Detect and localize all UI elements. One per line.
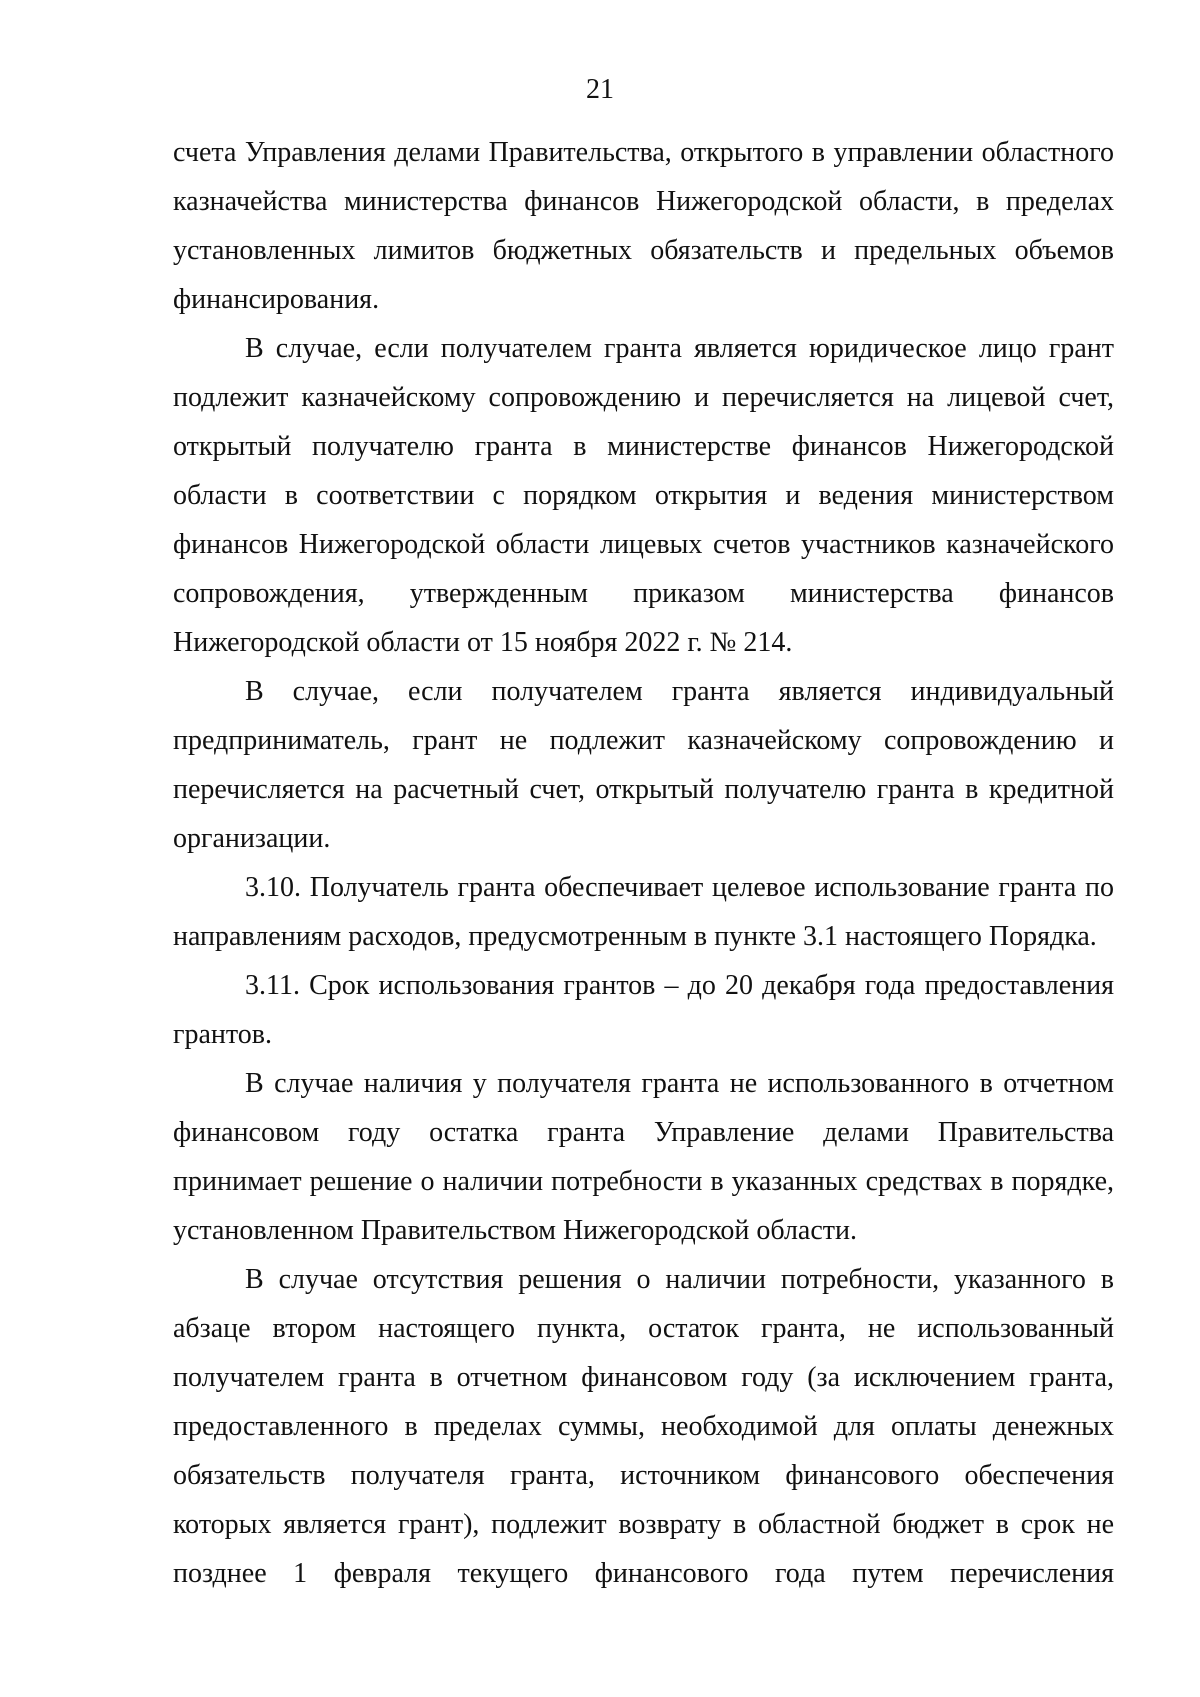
paragraph-clause-3-10: 3.10. Получатель гранта обеспечивает целевое использование гранта по направлениям расходов, предусмотренным в пункте 3.1 настоящего Порядка. — [173, 872, 1114, 952]
paragraph-individual-entrepreneur-grant: В случае, если получателем гранта является индивидуальный предприниматель, грант не подлежит казначейскому сопровождению и перечисляется на расчетный счет, открытый получателю гранта в кредитной организации. — [173, 676, 1114, 854]
page-number: 21 — [586, 74, 614, 105]
paragraph-return-to-budget: В случае отсутствия решения о наличии потребности, указанного в абзаце втором настоящего пункта, остаток гранта, не использованный получателем гранта в отчетном финансовом году (за исключением гранта, предоставленного в пределах суммы, необходимой для оплаты денежных обязательств получателя гранта, источником финансового обеспечения которых является грант), подлежит возврату в областной бюджет в срок не позднее 1 февраля текущего финансового года путем перечисления — [173, 1264, 1114, 1589]
paragraph-continuation: счета Управления делами Правительства, открытого в управлении областного казначейства министерства финансов Нижегородской области, в пределах установленных лимитов бюджетных обязательств и предельных объемов финансирования. — [173, 137, 1114, 315]
paragraph-legal-entity-grant: В случае, если получателем гранта является юридическое лицо грант подлежит казначейскому сопровождению и перечисляется на лицевой счет, открытый получателю гранта в министерстве финансов Нижегородской области в соответствии с порядком открытия и ведения министерством финансов Нижегородской области лицевых счетов участников казначейского сопровождения, утвержденным приказом министерства финансов Нижегородской области от 15 ноября 2022 г. № 214. — [173, 333, 1114, 658]
paragraph-clause-3-11: 3.11. Срок использования грантов – до 20 декабря года предоставления грантов. — [173, 970, 1114, 1050]
body-text — [173, 128, 1114, 1598]
paragraph-remaining-balance: В случае наличия у получателя гранта не использованного в отчетном финансовом году остатка гранта Управление делами Правительства принимает решение о наличии потребности в указанных средствах в порядке, установленном Правительством Нижегородской области. — [173, 1068, 1114, 1246]
